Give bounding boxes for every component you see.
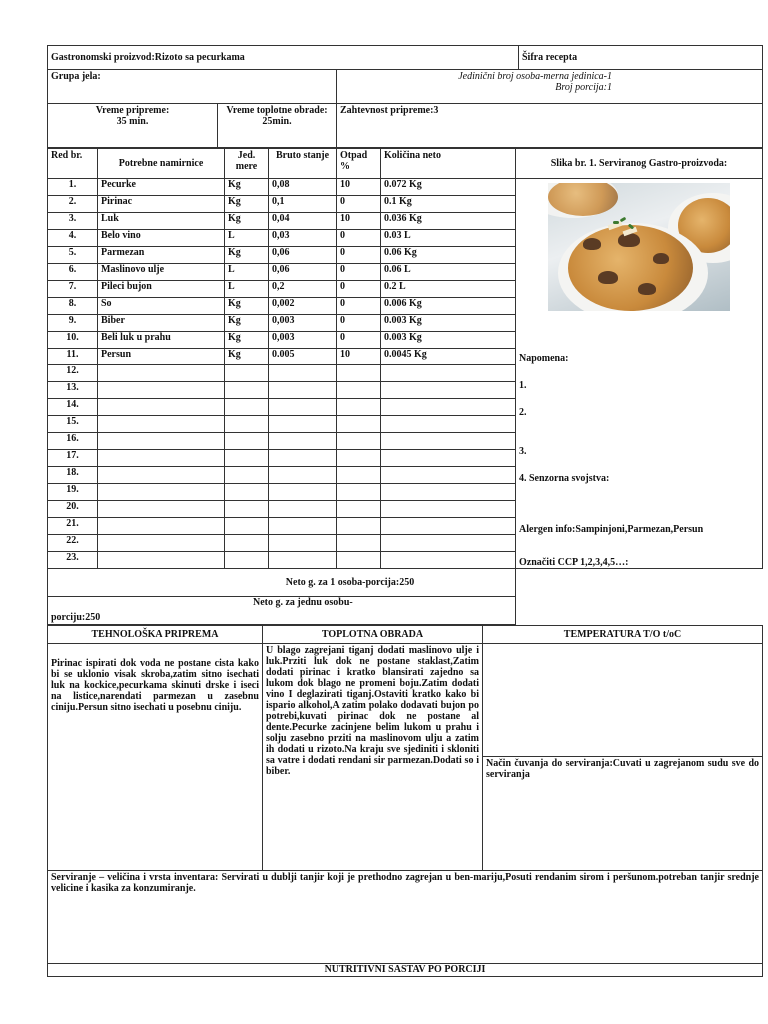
cell-waste: 0 — [337, 229, 381, 246]
nutrition-title: NUTRITIVNI SASTAV PO PORCIJI — [48, 964, 763, 977]
cell-gross — [269, 416, 337, 433]
col-gross: Bruto stanje — [269, 149, 337, 179]
cell-net: 0.0045 Kg — [381, 348, 516, 365]
cell-unit: Kg — [225, 297, 269, 314]
cell-name — [98, 365, 225, 382]
cell-waste: 0 — [337, 195, 381, 212]
temperature-cell — [483, 644, 763, 757]
cell-name: Pirinac — [98, 195, 225, 212]
table-row — [48, 179, 763, 196]
col-net: Količina neto — [381, 149, 516, 179]
difficulty: Zahtevnost pripreme:3 — [337, 104, 763, 148]
tech-prep-text: Pirinac ispirati dok voda ne postane cista kako bi se uklonio visak skroba,zatim sitno isechati luk na kockice,pecurkama skinuti drske i iseci na listice,narendati parmezan u zasebnu ciniju.Persun sitno isechati u posebnu ciniju. — [48, 644, 263, 871]
cell-name — [98, 416, 225, 433]
cell-gross — [269, 518, 337, 535]
cell-gross: 0,03 — [269, 229, 337, 246]
cell-gross — [269, 501, 337, 518]
cell-unit — [225, 365, 269, 382]
cell-no: 11. — [48, 348, 98, 365]
cell-waste: 0 — [337, 314, 381, 331]
net-per-portion-b: porciju:250 — [51, 612, 101, 623]
cell-unit — [225, 484, 269, 501]
cell-unit — [225, 416, 269, 433]
cell-no: 15. — [48, 416, 98, 433]
cell-name: Maslinovo ulje — [98, 263, 225, 280]
cell-waste: 10 — [337, 212, 381, 229]
cell-unit — [225, 551, 269, 568]
heat-time-value: 25min. — [262, 116, 292, 127]
cell-no: 4. — [48, 229, 98, 246]
serving-text: Serviranje – veličina i vrsta inventara: Servirati u dublji tanjir koji je prethodno zagrejan u ben-mariju,Posuti rendanim sirom i peršunom.potreban tanjir srednje velicine i kasika za konzumiranje. — [48, 871, 763, 964]
cell-net — [381, 518, 516, 535]
cell-net — [381, 551, 516, 568]
cell-net — [381, 484, 516, 501]
cell-unit — [225, 535, 269, 552]
cell-net: 0.003 Kg — [381, 314, 516, 331]
cell-waste — [337, 416, 381, 433]
cell-no: 3. — [48, 212, 98, 229]
cell-name — [98, 382, 225, 399]
cell-unit: Kg — [225, 246, 269, 263]
cell-name — [98, 501, 225, 518]
cell-net — [381, 535, 516, 552]
cell-gross — [269, 484, 337, 501]
product-name: Gastronomski proizvod:Rizoto sa pecurkama — [48, 46, 519, 70]
prep-time-label: Vreme pripreme: — [95, 105, 170, 116]
cell-unit: Kg — [225, 314, 269, 331]
cell-gross: 0,04 — [269, 212, 337, 229]
cell-name: Persun — [98, 348, 225, 365]
cell-no: 9. — [48, 314, 98, 331]
cell-no: 14. — [48, 399, 98, 416]
cell-gross — [269, 433, 337, 450]
cell-waste — [337, 484, 381, 501]
cell-no: 16. — [48, 433, 98, 450]
cell-gross: 0,1 — [269, 195, 337, 212]
cell-net: 0.06 Kg — [381, 246, 516, 263]
cell-name: Biber — [98, 314, 225, 331]
temperature-head: TEMPERATURA T/O t/oC — [483, 626, 763, 644]
cell-unit: Kg — [225, 348, 269, 365]
cell-net: 0.06 L — [381, 263, 516, 280]
cell-net — [381, 450, 516, 467]
cell-name — [98, 484, 225, 501]
cell-unit — [225, 467, 269, 484]
ingredients-table — [47, 148, 763, 625]
cell-unit — [225, 450, 269, 467]
col-name: Potrebne namirnice — [98, 149, 225, 179]
cell-waste — [337, 535, 381, 552]
cell-unit: L — [225, 263, 269, 280]
dish-photo — [548, 183, 730, 311]
cell-name — [98, 450, 225, 467]
storage-text: Način čuvanja do serviranja:Cuvati u zagrejanom sudu sve do serviranja — [483, 757, 763, 871]
cell-net — [381, 501, 516, 518]
cell-gross: 0,08 — [269, 179, 337, 196]
cell-waste — [337, 501, 381, 518]
cell-net: 0.036 Kg — [381, 212, 516, 229]
note-label: Napomena: — [519, 353, 569, 364]
cell-gross: 0,002 — [269, 297, 337, 314]
cell-gross: 0.005 — [269, 348, 337, 365]
cell-gross: 0,003 — [269, 314, 337, 331]
unit-line-1: Jedinični broj osoba-merna jedinica-1 — [458, 71, 612, 82]
ccp-label: Označiti CCP 1,2,3,4,5…: — [519, 557, 629, 568]
cell-gross — [269, 467, 337, 484]
cell-waste: 0 — [337, 331, 381, 348]
cell-name — [98, 518, 225, 535]
cell-net: 0.2 L — [381, 280, 516, 297]
cell-no: 17. — [48, 450, 98, 467]
side-panel — [516, 179, 763, 569]
recipe-card — [47, 45, 762, 977]
cell-name — [98, 399, 225, 416]
cell-gross — [269, 551, 337, 568]
col-no: Red br. — [48, 149, 98, 179]
cell-waste: 0 — [337, 246, 381, 263]
cell-net: 0.003 Kg — [381, 331, 516, 348]
allergen-info: Alergen info:Sampinjoni,Parmezan,Persun — [519, 524, 704, 535]
cell-unit — [225, 399, 269, 416]
cell-name — [98, 551, 225, 568]
cell-waste — [337, 382, 381, 399]
cell-name: Luk — [98, 212, 225, 229]
cell-net — [381, 467, 516, 484]
cell-unit: Kg — [225, 212, 269, 229]
cell-unit: L — [225, 229, 269, 246]
cell-no: 13. — [48, 382, 98, 399]
cell-name: Parmezan — [98, 246, 225, 263]
cell-unit — [225, 382, 269, 399]
cell-gross: 0,2 — [269, 280, 337, 297]
sensory-label: 4. Senzorna svojstva: — [519, 473, 610, 484]
group-label: Grupa jela: — [48, 70, 337, 104]
cell-no: 18. — [48, 467, 98, 484]
header-table — [47, 45, 763, 148]
cell-unit: L — [225, 280, 269, 297]
cell-gross: 0,06 — [269, 263, 337, 280]
cell-waste — [337, 365, 381, 382]
cell-unit — [225, 433, 269, 450]
note-1: 1. — [519, 380, 527, 391]
cell-no: 6. — [48, 263, 98, 280]
cell-net — [381, 382, 516, 399]
cell-net — [381, 365, 516, 382]
tech-prep-head: TEHNOLOŠKA PRIPREMA — [48, 626, 263, 644]
cell-name: Beli luk u prahu — [98, 331, 225, 348]
cell-unit — [225, 518, 269, 535]
cell-name — [98, 535, 225, 552]
cell-unit — [225, 501, 269, 518]
cell-net: 0.03 L — [381, 229, 516, 246]
note-2: 2. — [519, 407, 527, 418]
col-waste: Otpad % — [337, 149, 381, 179]
prep-time-value: 35 min. — [116, 116, 149, 127]
cell-unit: Kg — [225, 179, 269, 196]
cell-waste: 0 — [337, 297, 381, 314]
cell-waste — [337, 450, 381, 467]
process-table — [47, 625, 763, 977]
cell-waste — [337, 551, 381, 568]
cell-name — [98, 467, 225, 484]
cell-waste: 0 — [337, 280, 381, 297]
cell-net: 0.1 Kg — [381, 195, 516, 212]
cell-no: 5. — [48, 246, 98, 263]
cell-no: 8. — [48, 297, 98, 314]
cell-gross — [269, 450, 337, 467]
cell-gross — [269, 535, 337, 552]
heat-time-label: Vreme toplotne obrade: — [226, 105, 328, 116]
cell-name: Pecurke — [98, 179, 225, 196]
cell-gross — [269, 382, 337, 399]
cell-name — [98, 433, 225, 450]
cell-waste: 10 — [337, 348, 381, 365]
cell-no: 2. — [48, 195, 98, 212]
cell-gross — [269, 399, 337, 416]
net-per-person: Neto g. za 1 osoba-porcija:250 — [48, 569, 516, 597]
col-unit: Jed. mere — [225, 149, 269, 179]
cell-name: Belo vino — [98, 229, 225, 246]
cell-unit: Kg — [225, 331, 269, 348]
cell-no: 20. — [48, 501, 98, 518]
cell-unit: Kg — [225, 195, 269, 212]
unit-line-2: Broj porcija:1 — [555, 82, 612, 93]
cell-no: 12. — [48, 365, 98, 382]
cell-net: 0.006 Kg — [381, 297, 516, 314]
cell-no: 10. — [48, 331, 98, 348]
cell-gross — [269, 365, 337, 382]
cell-waste: 10 — [337, 179, 381, 196]
net-per-portion-a: Neto g. za jednu osobu- — [253, 597, 353, 608]
cell-no: 21. — [48, 518, 98, 535]
heat-proc-text: U blago zagrejani tiganj dodati maslinovo ulje i luk.Prziti luk dok ne postane staklast,Zatim dodati pirinac i kratko blansirati zajedno sa lukom dok blago ne promeni boju.Zatim dodati vino I deglazirati tiganj.Ostaviti kratko kako bi ispario alkohol,A zatim polako dodavati bujon po potrebi,kuvati pirinac dok ne postane al dente.Pecurke zacinjene belim lukom u prahu i solju zasebno prziti na maslinovom ulju a zatim ih dodati u rizoto.Na kraju sve sjediniti i skloniti sa vatre i dodati rendani sir parmezan.Dodati so i biber. — [263, 644, 483, 871]
cell-gross: 0,06 — [269, 246, 337, 263]
cell-net: 0.072 Kg — [381, 179, 516, 196]
cell-no: 7. — [48, 280, 98, 297]
cell-no: 1. — [48, 179, 98, 196]
recipe-code-label: Šifra recepta — [519, 46, 763, 70]
cell-name: Pileci bujon — [98, 280, 225, 297]
cell-no: 19. — [48, 484, 98, 501]
note-3: 3. — [519, 446, 527, 457]
cell-net — [381, 399, 516, 416]
photo-title: Slika br. 1. Serviranog Gastro-proizvoda: — [516, 149, 763, 179]
heat-proc-head: TOPLOTNA OBRADA — [263, 626, 483, 644]
cell-no: 23. — [48, 551, 98, 568]
cell-name: So — [98, 297, 225, 314]
cell-waste — [337, 399, 381, 416]
cell-net — [381, 416, 516, 433]
cell-waste — [337, 518, 381, 535]
cell-gross: 0,003 — [269, 331, 337, 348]
cell-waste — [337, 433, 381, 450]
cell-waste — [337, 467, 381, 484]
cell-waste: 0 — [337, 263, 381, 280]
cell-net — [381, 433, 516, 450]
cell-no: 22. — [48, 535, 98, 552]
